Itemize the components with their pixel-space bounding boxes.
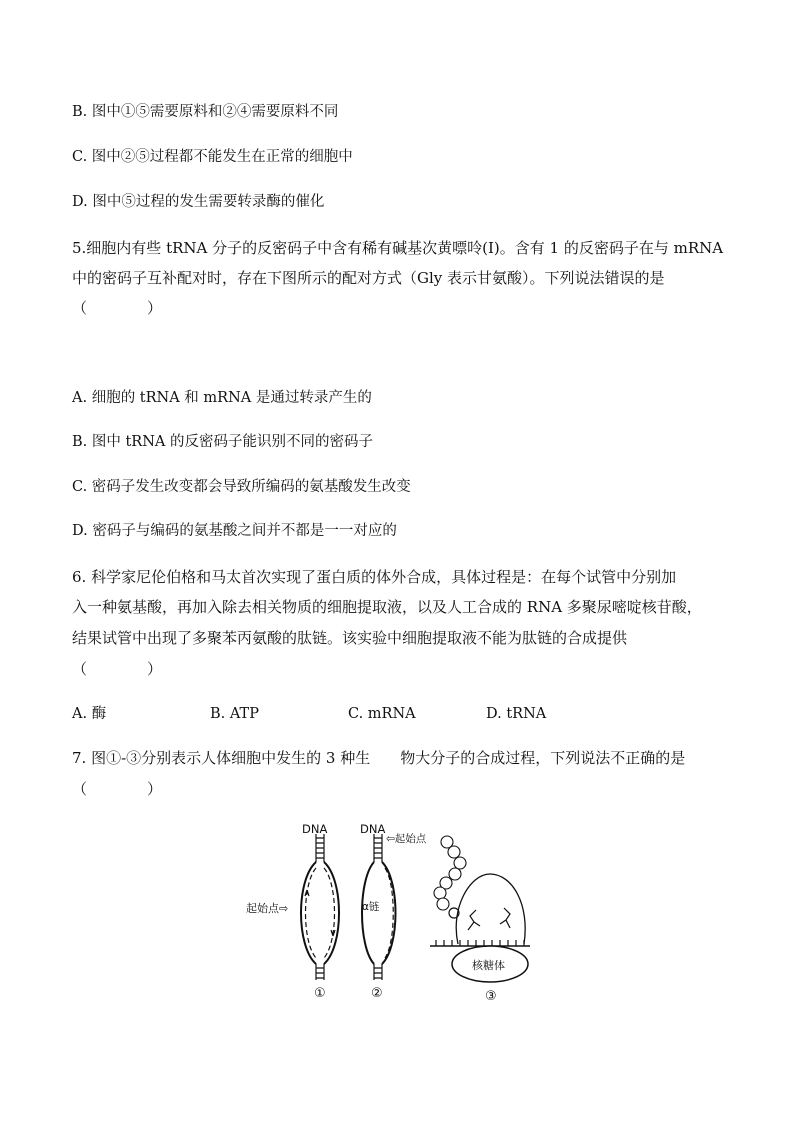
- origin-label-right: ⇦起始点: [386, 833, 427, 845]
- q4-option-b: B. 图中①⑤需要原料和②④需要原料不同: [72, 104, 339, 120]
- q6-stem-line-3: 结果试管中出现了多聚苯丙氨酸的肽链。该实验中细胞提取液不能为肽链的合成提供: [72, 629, 628, 647]
- q5-stem-line-1: 5.细胞内有些 tRNA 分子的反密码子中含有稀有碱基次黄嘌呤(I)。含有 1 的反密码子在与 mRNA: [72, 239, 724, 257]
- q5-option-c: C. 密码子发生改变都会导致所编码的氨基酸发生改变: [72, 479, 411, 495]
- q6-answer-blank: （ ）: [72, 660, 163, 678]
- panel-1-replication: [301, 834, 339, 980]
- q5-option-a: A. 细胞的 tRNA 和 mRNA 是通过转录产生的: [72, 390, 372, 406]
- q5-stem-line-2: 中的密码子互补配对时，存在下图所示的配对方式（Gly 表示甘氨酸）。下列说法错误的是: [72, 269, 665, 287]
- q6-stem-line-1: 6. 科学家尼伦伯格和马太首次实现了蛋白质的体外合成，具体过程是：在每个试管中分别加: [72, 568, 677, 586]
- panel-label-3: ③: [485, 989, 497, 1004]
- q6-option-d: D. tRNA: [486, 706, 547, 722]
- q6-option-a: A. 酶: [72, 706, 107, 722]
- q6-stem-line-2: 入一种氨基酸，再加入除去相关物质的细胞提取液，以及人工合成的 RNA 多聚尿嘧啶核苷酸，: [72, 598, 702, 616]
- q4-option-c: C. 图中②⑤过程都不能发生在正常的细胞中: [72, 149, 353, 165]
- origin-label-left: 起始点⇨: [246, 902, 289, 915]
- q6-option-b: B. ATP: [210, 706, 259, 722]
- panel-label-1: ①: [314, 986, 326, 1001]
- q5-option-b: B. 图中 tRNA 的反密码子能识别不同的密码子: [72, 434, 373, 450]
- panel-label-2: ②: [371, 986, 383, 1001]
- dna-label-1: DNA: [302, 822, 328, 836]
- alpha-chain-label: α链: [362, 901, 380, 913]
- dna-label-2: DNA: [360, 822, 386, 836]
- q5-answer-blank: （ ）: [72, 299, 163, 317]
- q4-option-d: D. 图中⑤过程的发生需要转录酶的催化: [72, 194, 325, 210]
- q5-option-d: D. 密码子与编码的氨基酸之间并不都是一一对应的: [72, 523, 397, 539]
- q6-option-c: C. mRNA: [348, 706, 416, 722]
- synthesis-process-figure: [240, 818, 540, 1008]
- q7-answer-blank: （ ）: [72, 780, 163, 798]
- q7-stem-line-1: 7. 图①-③分别表示人体细胞中发生的 3 种生 物大分子的合成过程，下列说法不正确的是: [72, 749, 686, 767]
- ribosome-label: 核糖体: [472, 959, 505, 972]
